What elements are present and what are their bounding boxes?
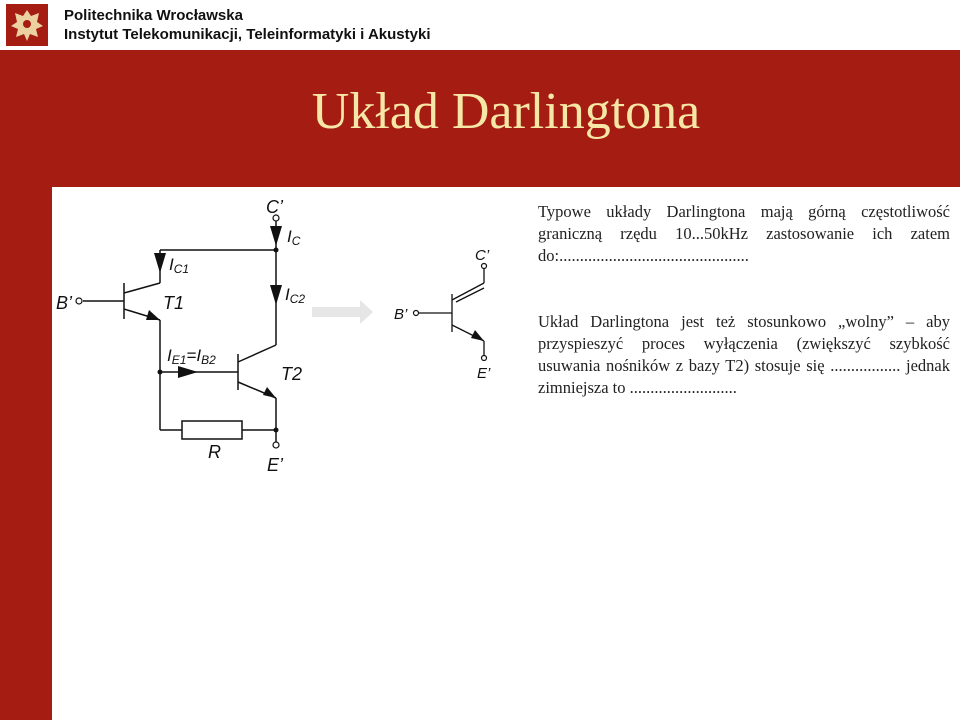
label-ic2: IC2 [285, 285, 306, 306]
label-ie1-ib2: IE1=IB2 [167, 346, 216, 367]
university-name: Politechnika Wrocławska [64, 7, 243, 24]
label-ic1: IC1 [169, 255, 190, 276]
slide-title: Układ Darlingtona [311, 83, 701, 140]
label-b-prime: B’ [56, 293, 73, 313]
darlington-symbol [419, 268, 484, 356]
symbol-label-c: C’ [475, 247, 490, 264]
label-e-prime: E’ [267, 455, 284, 475]
paragraph-frequency: Typowe układy Darlingtona mają górną częstotliwość graniczną rzędu 10...50kHz zastosowanie ich zatem do:.............................................. [538, 202, 950, 265]
label-t2: T2 [281, 364, 303, 384]
equivalence-arrow [312, 300, 373, 324]
symbol-label-e: E’ [477, 365, 491, 382]
label-c-prime: C’ [266, 197, 283, 217]
label-r: R [208, 442, 221, 462]
paragraph-speed: Układ Darlingtona jest też stosunkowo „wolny” – aby przyspieszyć proces wyłączenia (zwiększyć szybkość usuwania nośników z bazy T2) stosuje się ................. jednak zimniejsza to .......................... [538, 312, 950, 397]
label-ic: IC [287, 227, 301, 248]
label-t1: T1 [163, 293, 185, 313]
symbol-label-b: B’ [394, 306, 408, 323]
institute-name: Instytut Telekomunikacji, Teleinformatyki i Akustyki [64, 26, 431, 43]
